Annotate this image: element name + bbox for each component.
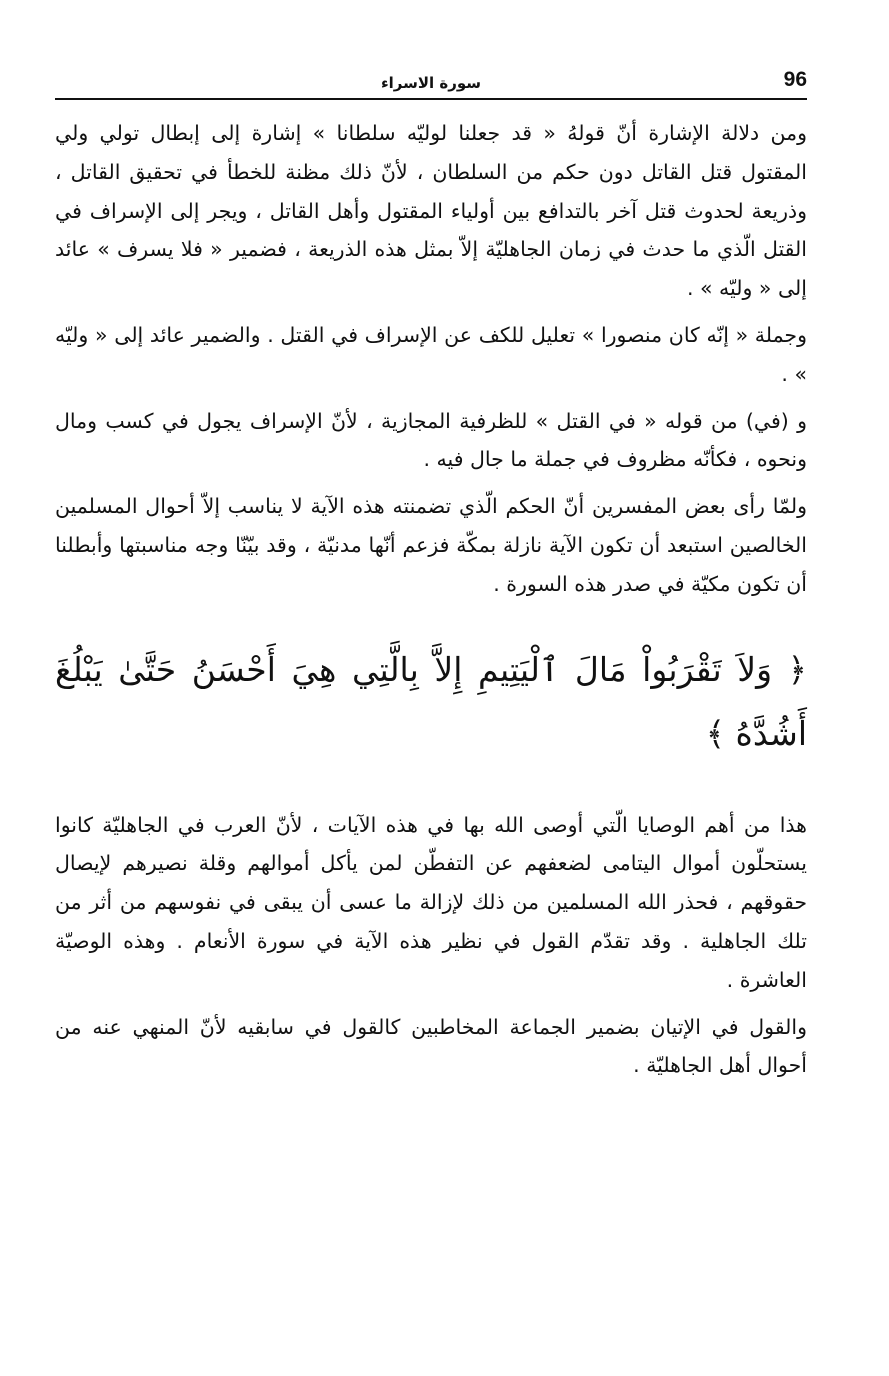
paragraph: ولمّا رأى بعض المفسرين أنّ الحكم الّذي تضمنته هذه الآية لا يناسب إلاّ أحوال المسلمين الخالصين استبعد أن تكون الآية نازلة بمكّة فزعم أنّها مدنيّة ، وقد بيّنّا وجه مناسبتها وأبطلنا أن تكون مكيّة في صدر هذه السورة .: [55, 494, 807, 596]
commentary-after-verse: [55, 806, 807, 1086]
paragraph: ومن دلالة الإشارة أنّ قولهُ « قد جعلنا لوليّه سلطانا » إشارة إلى إبطال تولي ولي المقتول قتل القاتل دون حكم من السلطان ، لأنّ ذلك مظنة للخطأ في تحقيق القاتل ، وذريعة لحدوث قتل آخر بالتدافع بين أولياء المقتول وأهل القاتل ، ويجر إلى الإسراف في القتل الّذي ما حدث في زمان الجاهليّة إلاّ بمثل هذه الذريعة ، فضمير « فلا يسرف » عائد إلى « وليّه » .: [55, 121, 807, 301]
paragraph: والقول في الإتيان بضمير الجماعة المخاطبين كالقول في سابقيه لأنّ المنهي عنه من أحوال أهل الجاهليّة .: [55, 1014, 807, 1078]
commentary-before-verse: [55, 114, 807, 604]
quran-verse: ﴿ وَلاَ تَقْرَبُواْ مَالَ ٱلْيَتِيمِ إِلاَّ بِالَّتِي هِيَ أَحْسَنُ حَتَّىٰ يَبْلُغَ أَشُدَّهُ ﴾: [55, 649, 807, 753]
page-number: 96: [783, 68, 807, 91]
book-page: [55, 62, 807, 1093]
paragraph: هذا من أهم الوصايا الّتي أوصى الله بها في هذه الآيات ، لأنّ العرب في الجاهليّة كانوا يستحلّون أموال اليتامى لضعفهم عن التفطّن لمن يأكل أموالهم وقلة نصيرهم لإيصال حقوقهم ، فحذر الله المسلمين من ذلك لإزالة ما عسى أن يبقى في نفوسهم من أثر من تلك الجاهلية . وقد تقدّم القول في نظير هذه الآية في سورة الأنعام . وهذه الوصيّة العاشرة .: [55, 812, 807, 992]
paragraph: و (في) من قوله « في القتل » للظرفية المجازية ، لأنّ الإسراف يجول في كسب ومال ونحوه ، فكأنّه مظروف في جملة ما جال فيه .: [55, 408, 807, 472]
paragraph: وجملة « إنّه كان منصورا » تعليل للكف عن الإسراف في القتل . والضمير عائد إلى « وليّه » .: [55, 322, 807, 386]
running-header: [55, 62, 807, 100]
surah-title: سورة الاسراء: [380, 74, 482, 92]
